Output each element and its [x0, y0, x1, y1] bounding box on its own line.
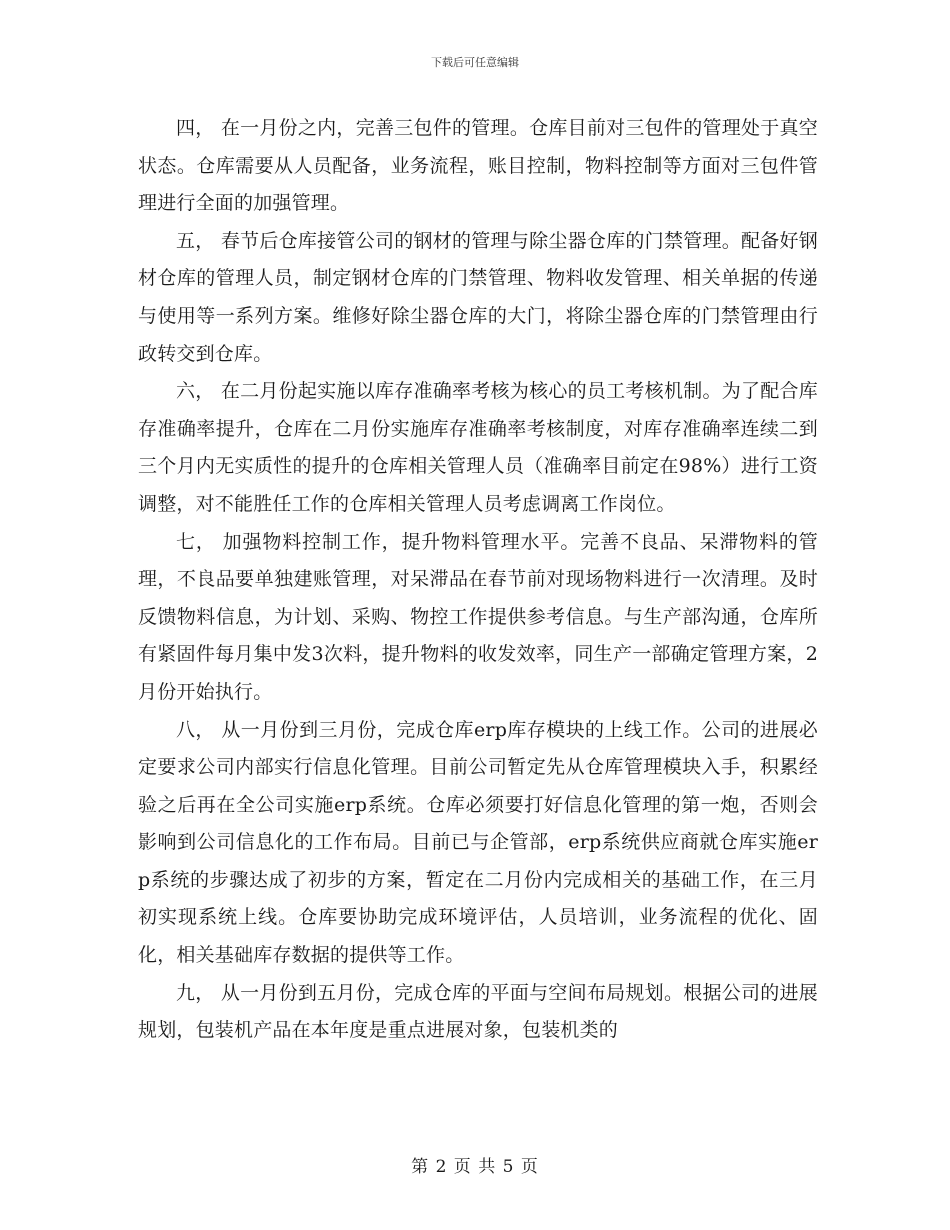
paragraph-item-4: 四， 在一月份之内，完善三包件的管理。仓库目前对三包件的管理处于真空状态。仓库需要从人员配备，业务流程，账目控制，物料控制等方面对三包件管理进行全面的加强管理。: [138, 117, 818, 215]
paragraph-item-5: 五， 春节后仓库接管公司的钢材的管理与除尘器仓库的门禁管理。配备好钢材仓库的管理人员，制定钢材仓库的门禁管理、物料收发管理、相关单据的传递与使用等一系列方案。维修好除尘器仓库的大门，将除尘器仓库的门禁管理由行政转交到仓库。: [138, 229, 818, 365]
page-footer-number: 第 2 页 共 5 页: [411, 1157, 539, 1177]
paragraph-item-9: 九， 从一月份到五月份，完成仓库的平面与空间布局规划。根据公司的进展规划，包装机产品在本年度是重点进展对象，包装机类的: [138, 981, 818, 1042]
paragraph-item-7: 七， 加强物料控制工作，提升物料管理水平。完善不良品、呆滞物料的管理，不良品要单独建账管理，对呆滞品在春节前对现场物料进行一次清理。及时反馈物料信息，为计划、采购、物控工作提供参考信息。与生产部沟通，仓库所有紧固件每月集中发3次料，提升物料的收发效率，同生产一部确定管理方案，2月份开始执行。: [138, 530, 818, 703]
paragraph-item-6: 六， 在二月份起实施以库存准确率考核为核心的员工考核机制。为了配合库存准确率提升，仓库在二月份实施库存准确率考核制度，对库存准确率连续二到三个月内无实质性的提升的仓库相关管理人员（准确率目前定在98%）进行工资调整，对不能胜任工作的仓库相关管理人员考虑调离工作岗位。: [138, 380, 818, 515]
paragraph-item-8: 八， 从一月份到三月份，完成仓库erp库存模块的上线工作。公司的进展必定要求公司内部实行信息化管理。目前公司暂定先从仓库管理模块入手，积累经验之后再在全公司实施erp系统。仓库必须要打好信息化管理的第一炮，否则会影响到公司信息化的工作布局。目前已与企管部，erp系统供应商就仓库实施erp系统的步骤达成了初步的方案，暂定在二月份内完成相关的基础工作，在三月初实现系统上线。仓库要协助完成环境评估，人员培训，业务流程的优化、固化，相关基础库存数据的提供等工作。: [138, 718, 818, 967]
document-body: [138, 110, 818, 1050]
page-header-note: 下载后可任意编辑: [431, 56, 519, 69]
